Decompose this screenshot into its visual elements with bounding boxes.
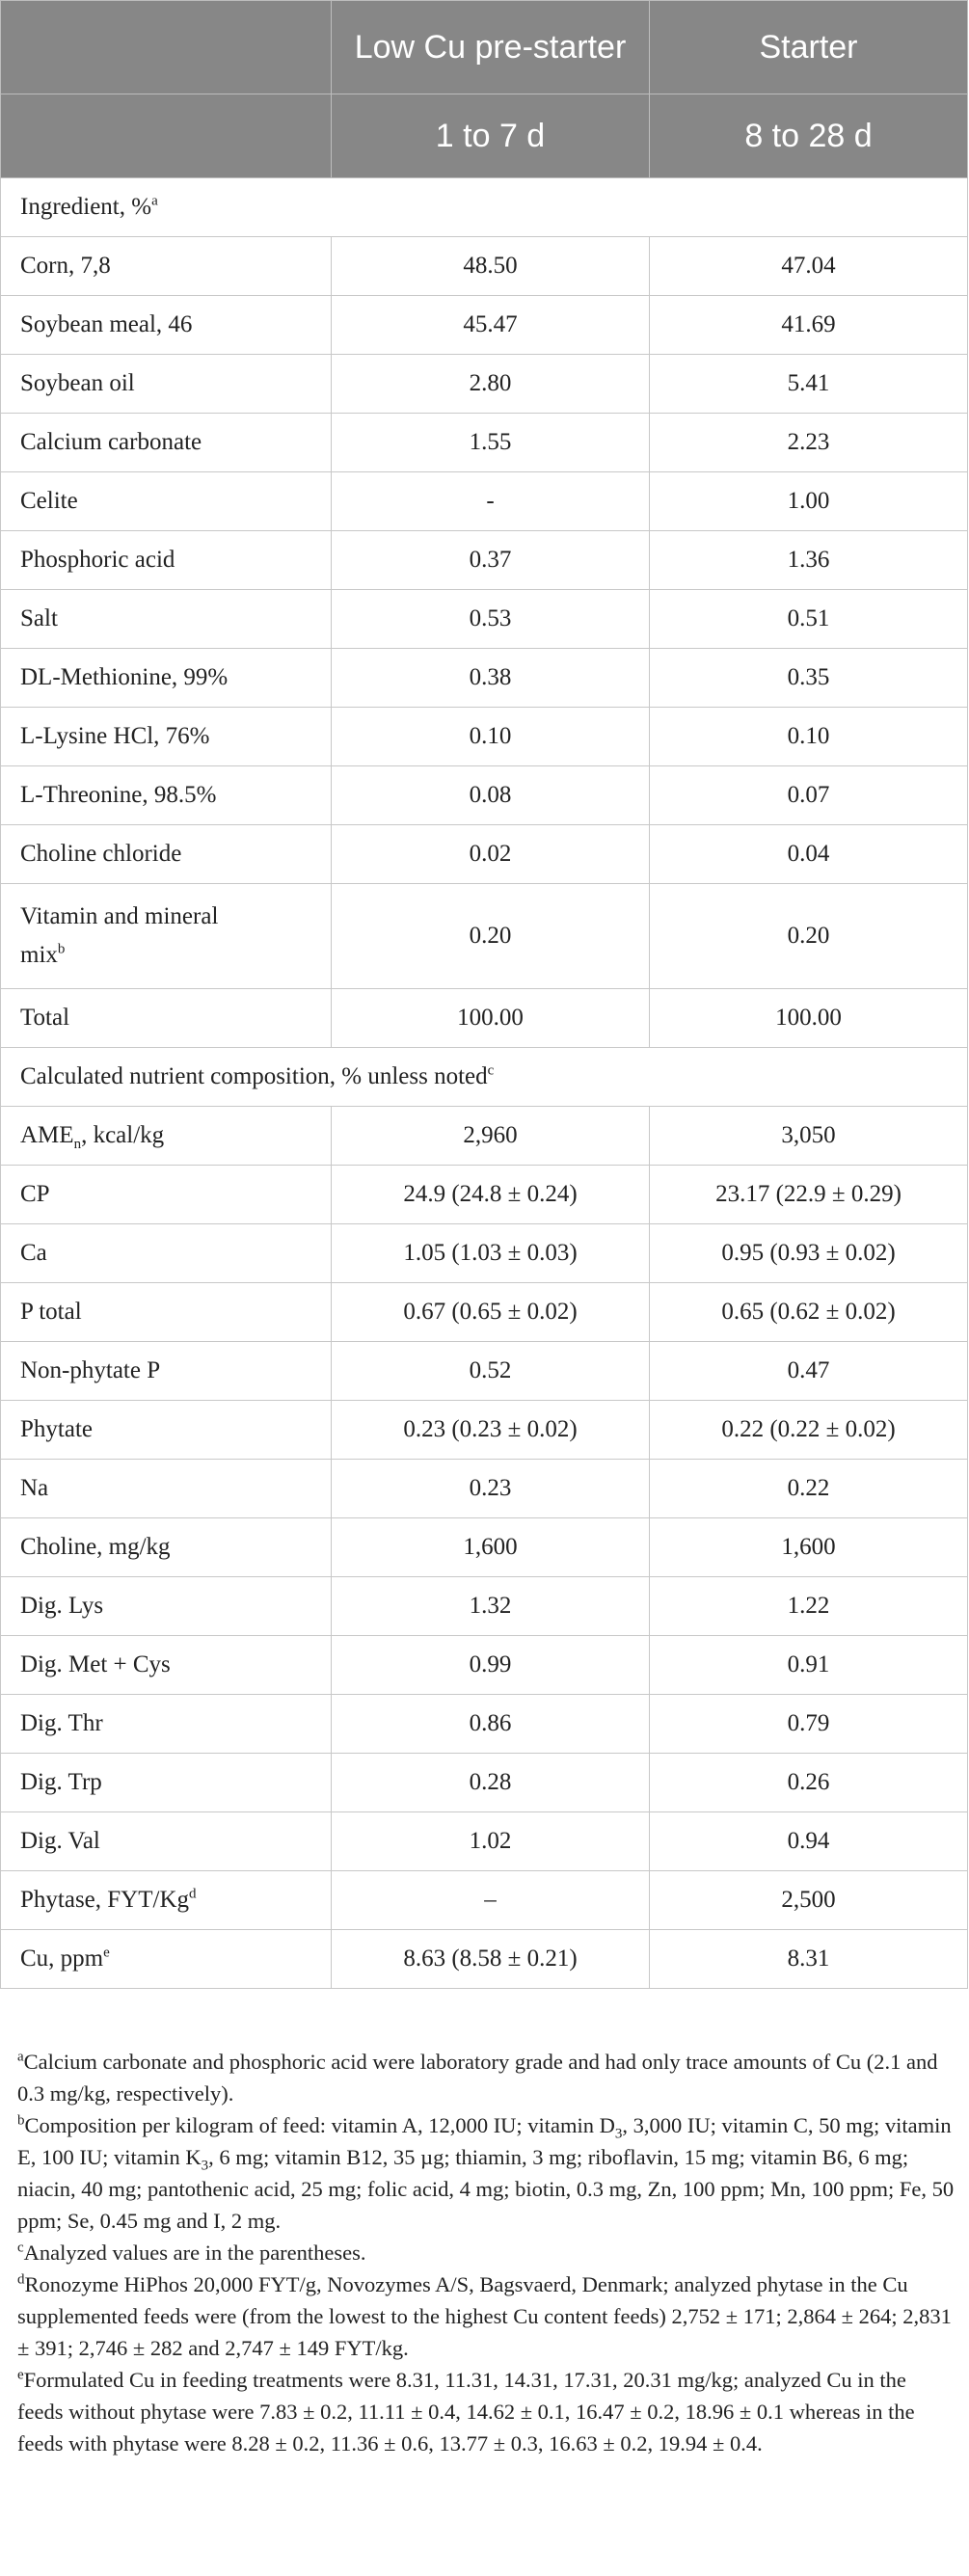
row-label: Na (1, 1460, 332, 1518)
section-row-ingredients (1, 178, 968, 237)
row-label: Soybean meal, 46 (1, 296, 332, 355)
row-label: Soybean oil (1, 355, 332, 414)
value-cell-prestarter: 0.99 (332, 1636, 650, 1695)
row-label: Celite (1, 472, 332, 531)
footnote-b: $^b$Composition per kilogram of feed: vitamin A, 12,000 IU; vitamin $D_3$, 3,000 IU; vitamin C, 50 mg; vitamin E, 100 IU; vitamin $K_3$, 6 mg; vitamin B12, 35 µg; thiamin, 3 mg; riboflavin, 15 mg; vitamin B6, 6 mg; niacin, 40 mg; pantothenic acid, 25 mg; folic acid, 4 mg; biotin, 0.3 mg, Zn, 100 ppm; Mn, 100 ppm; Fe, 50 ppm; Se, 0.45 mg and I, 2 mg. (17, 2112, 955, 2233)
table-row (1, 649, 968, 708)
value-cell-prestarter: 0.37 (332, 531, 650, 590)
value-cell-starter: 0.07 (650, 766, 968, 825)
footnote-e: $^e$Formulated Cu in feeding treatments were 8.31, 11.31, 14.31, 17.31, 20.31 mg/kg; analyzed Cu in the feeds without phytase were 7.83 ± 0.2, 11.11 ± 0.4, 14.62 ± 0.1, 16.47 ± 0.2, 18.96 ± 0.1 whereas in the feeds with phytase were 8.28 ± 0.2, 11.36 ± 0.6, 13.77 ± 0.3, 16.63 ± 0.2, 19.94 ± 0.4. (17, 2367, 915, 2455)
table-row (1, 237, 968, 296)
footnote-c: $^c$Analyzed values are in the parentheses. (17, 2240, 366, 2265)
value-cell-prestarter: 100.00 (332, 989, 650, 1048)
value-cell-prestarter: 45.47 (332, 296, 650, 355)
value-cell-starter: 0.35 (650, 649, 968, 708)
value-cell-prestarter: 0.23 (0.23 ± 0.02) (332, 1401, 650, 1460)
row-label: $AME_n$, kcal/kg (1, 1107, 332, 1166)
table-body (1, 178, 968, 1989)
value-cell-prestarter: 1,600 (332, 1518, 650, 1577)
table-header (1, 1, 968, 178)
row-label: Vitamin and mineral mix$^b$ (1, 884, 332, 989)
value-cell-starter: 23.17 (22.9 ± 0.29) (650, 1166, 968, 1224)
value-cell-prestarter: 2,960 (332, 1107, 650, 1166)
row-label: Dig. Met + Cys (1, 1636, 332, 1695)
value-cell-starter: 0.47 (650, 1342, 968, 1401)
section-row-nutrients (1, 1048, 968, 1107)
row-label: L-Lysine HCl, 76% (1, 708, 332, 766)
value-cell-prestarter: 0.20 (332, 884, 650, 989)
row-label: Calcium carbonate (1, 414, 332, 472)
value-cell-prestarter: 24.9 (24.8 ± 0.24) (332, 1166, 650, 1224)
table-row (1, 414, 968, 472)
table-row (1, 1518, 968, 1577)
table-row (1, 1695, 968, 1754)
value-cell-starter: 0.10 (650, 708, 968, 766)
table-row (1, 1342, 968, 1401)
value-cell-starter: 0.95 (0.93 ± 0.02) (650, 1224, 968, 1283)
value-cell-starter: 41.69 (650, 296, 968, 355)
value-cell-prestarter: 0.67 (0.65 ± 0.02) (332, 1283, 650, 1342)
value-cell-starter: 1.36 (650, 531, 968, 590)
table-row-vitamin-mix (1, 884, 968, 989)
header-blank-cell (1, 94, 332, 178)
footnote-marker: d (189, 1886, 197, 1902)
table-row (1, 1166, 968, 1224)
row-label: Dig. Trp (1, 1754, 332, 1812)
table-row-phytase (1, 1871, 968, 1930)
value-cell-prestarter: 2.80 (332, 355, 650, 414)
value-cell-prestarter: 0.08 (332, 766, 650, 825)
header-blank-cell (1, 1, 332, 94)
value-cell-starter: 5.41 (650, 355, 968, 414)
table-row (1, 1754, 968, 1812)
row-label: Ca (1, 1224, 332, 1283)
value-cell-prestarter: – (332, 1871, 650, 1930)
table-row-cu (1, 1930, 968, 1989)
section-label: Ingredient, %$^a$ (1, 178, 968, 237)
table-row (1, 766, 968, 825)
value-cell-prestarter: 48.50 (332, 237, 650, 296)
value-cell-prestarter: 1.55 (332, 414, 650, 472)
footnote-d: $^d$Ronozyme HiPhos 20,000 FYT/g, Novozymes A/S, Bagsvaerd, Denmark; analyzed phytase in the Cu supplemented feeds were (from the lowest to the highest Cu content feeds) 2,752 ± 171; 2,864 ± 264; 2,831 ± 391; 2,746 ± 282 and 2,747 ± 149 FYT/kg. (17, 2271, 952, 2360)
row-label: Non-phytate P (1, 1342, 332, 1401)
value-cell-prestarter: 8.63 (8.58 ± 0.21) (332, 1930, 650, 1989)
row-label: Salt (1, 590, 332, 649)
value-cell-prestarter: 0.23 (332, 1460, 650, 1518)
row-label: DL-Methionine, 99% (1, 649, 332, 708)
footnote-marker: a (151, 193, 158, 209)
value-cell-prestarter: 0.38 (332, 649, 650, 708)
table-row (1, 1283, 968, 1342)
table-row (1, 590, 968, 649)
table-row (1, 708, 968, 766)
value-cell-starter: 8.31 (650, 1930, 968, 1989)
value-cell-starter: 0.22 (650, 1460, 968, 1518)
header-period-1: 1 to 7 d (332, 94, 650, 178)
value-cell-starter: 1,600 (650, 1518, 968, 1577)
table-row (1, 1577, 968, 1636)
table-row (1, 355, 968, 414)
section-label: Calculated nutrient composition, % unless noted$^c$ (1, 1048, 968, 1107)
row-label: Cu, ppm$^e$ (1, 1930, 332, 1989)
value-cell-starter: 1.22 (650, 1577, 968, 1636)
value-cell-prestarter: 0.02 (332, 825, 650, 884)
table-row (1, 472, 968, 531)
value-cell-starter: 0.79 (650, 1695, 968, 1754)
table-row-total (1, 989, 968, 1048)
value-cell-starter: 3,050 (650, 1107, 968, 1166)
table-row (1, 1636, 968, 1695)
value-cell-starter: 47.04 (650, 237, 968, 296)
value-cell-starter: 0.51 (650, 590, 968, 649)
table-row (1, 825, 968, 884)
row-label: Choline, mg/kg (1, 1518, 332, 1577)
value-cell-starter: 2,500 (650, 1871, 968, 1930)
footnote-marker: b (57, 941, 66, 957)
row-label: Corn, 7,8 (1, 237, 332, 296)
table-row-ame (1, 1107, 968, 1166)
table-row (1, 1224, 968, 1283)
value-cell-prestarter: 1.02 (332, 1812, 650, 1871)
table-row (1, 1401, 968, 1460)
header-period-2: 8 to 28 d (650, 94, 968, 178)
value-cell-starter: 2.23 (650, 414, 968, 472)
row-label: Dig. Lys (1, 1577, 332, 1636)
table-row (1, 296, 968, 355)
value-cell-prestarter: 1.05 (1.03 ± 0.03) (332, 1224, 650, 1283)
value-cell-starter: 0.91 (650, 1636, 968, 1695)
value-cell-prestarter: 0.10 (332, 708, 650, 766)
value-cell-prestarter: 0.86 (332, 1695, 650, 1754)
value-cell-starter: 0.94 (650, 1812, 968, 1871)
value-cell-starter: 100.00 (650, 989, 968, 1048)
value-cell-prestarter: 1.32 (332, 1577, 650, 1636)
value-cell-starter: 0.20 (650, 884, 968, 989)
value-cell-prestarter: 0.28 (332, 1754, 650, 1812)
footnote-marker: c (487, 1062, 495, 1079)
row-label: Phosphoric acid (1, 531, 332, 590)
row-label: Phytase, FYT/Kg$^d$ (1, 1871, 332, 1930)
row-label: Phytate (1, 1401, 332, 1460)
row-label: Dig. Val (1, 1812, 332, 1871)
header-starter: Starter (650, 1, 968, 94)
value-cell-prestarter: 0.52 (332, 1342, 650, 1401)
value-cell-starter: 0.04 (650, 825, 968, 884)
row-label: Choline chloride (1, 825, 332, 884)
value-cell-starter: 0.65 (0.62 ± 0.02) (650, 1283, 968, 1342)
row-label: P total (1, 1283, 332, 1342)
row-label: Dig. Thr (1, 1695, 332, 1754)
value-cell-starter: 1.00 (650, 472, 968, 531)
table-row (1, 1812, 968, 1871)
row-label: L-Threonine, 98.5% (1, 766, 332, 825)
value-cell-starter: 0.26 (650, 1754, 968, 1812)
table-footnotes (17, 2046, 957, 2459)
footnote-a: $^a$Calcium carbonate and phosphoric acid were laboratory grade and had only trace amounts of Cu (2.1 and 0.3 mg/kg, respectively). (17, 2049, 938, 2106)
table-row (1, 1460, 968, 1518)
value-cell-prestarter: - (332, 472, 650, 531)
value-cell-prestarter: 0.53 (332, 590, 650, 649)
header-low-cu-prestarter: Low Cu pre-starter (332, 1, 650, 94)
row-label: Total (1, 989, 332, 1048)
footnote-marker: e (103, 1945, 110, 1961)
row-label: CP (1, 1166, 332, 1224)
table-row (1, 531, 968, 590)
value-cell-starter: 0.22 (0.22 ± 0.02) (650, 1401, 968, 1460)
